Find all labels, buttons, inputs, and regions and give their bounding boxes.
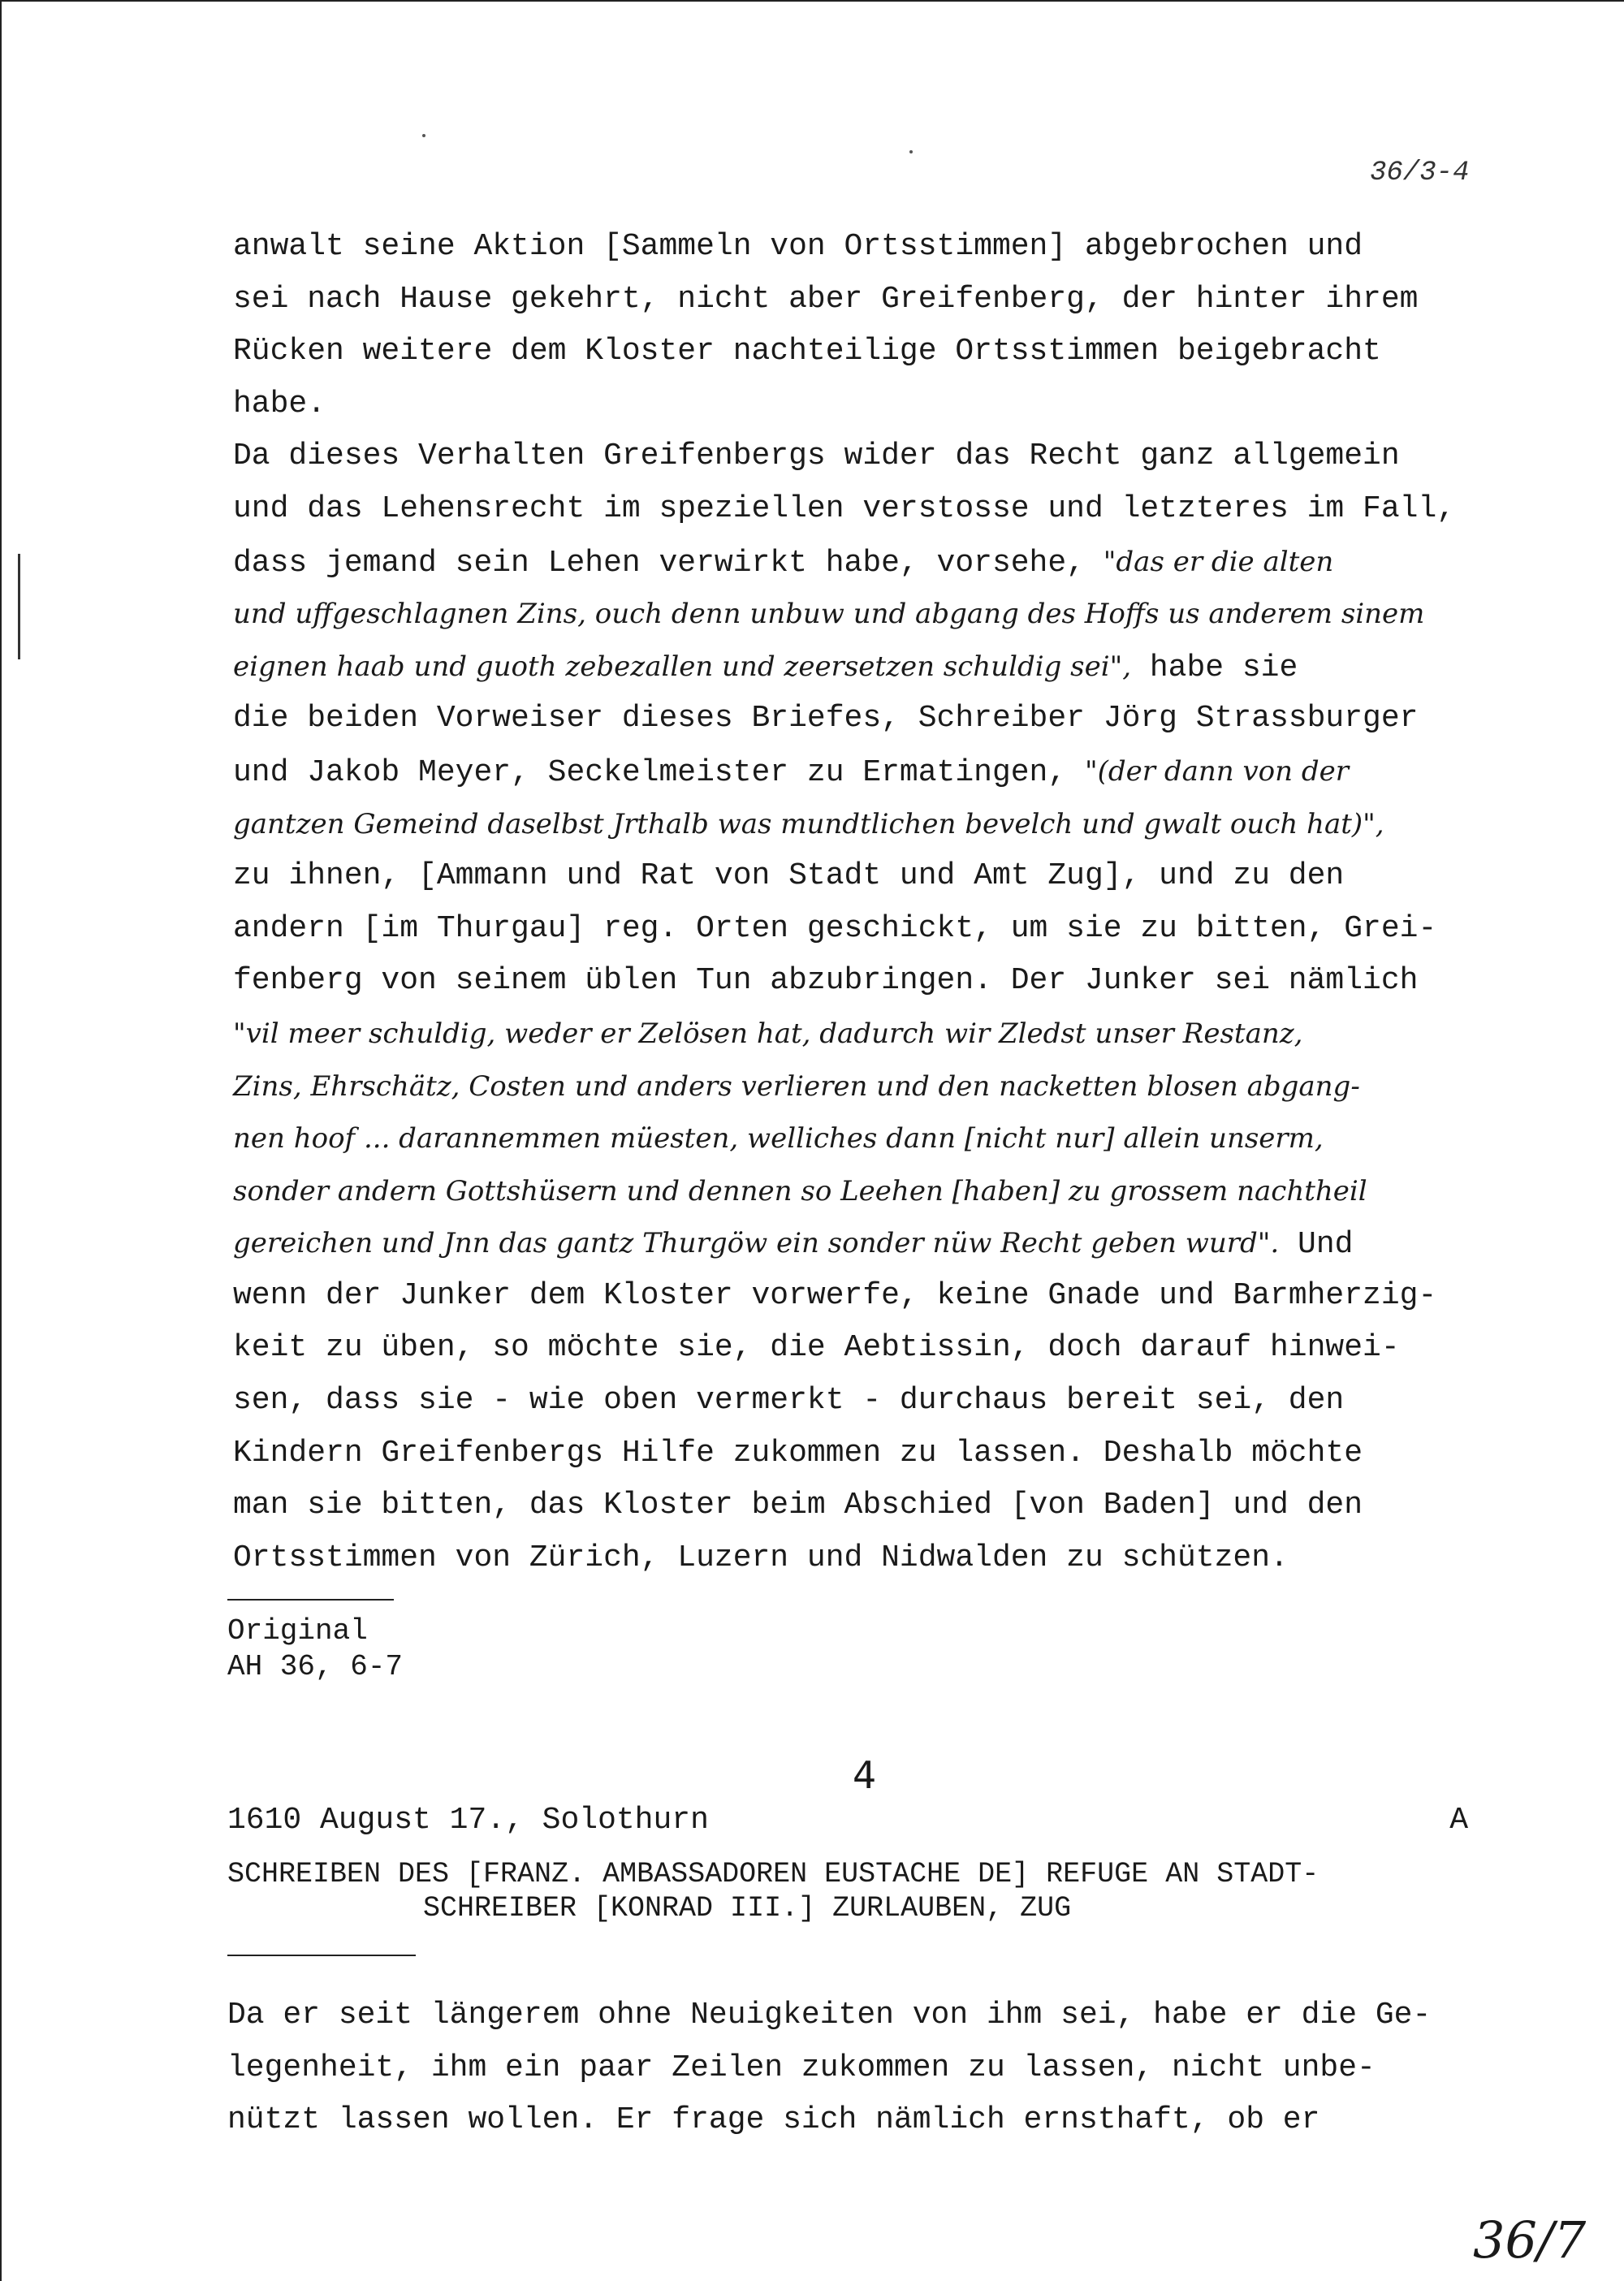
quoted-source-text: sonder andern Gottshüsern und dennen so Leehen [haben] zu grossem nachtheil [233,1174,1367,1207]
text-line [233,903,1548,956]
quoted-source-text: "vil meer schuldig, weder er Zelösen hat, dadurch wir Zledst unser Restanz, [233,1017,1303,1050]
summary-text: dass jemand sein Lehen verwirkt habe, vorsehe, [233,545,1104,581]
text-line [233,745,1548,798]
text-line [233,588,1548,641]
text-line [233,1428,1548,1480]
quoted-source-text: "das er die alten [1103,545,1334,578]
summary-text: zu ihnen, [Ammann und Rat von Stadt und Amt Zug], und zu den [233,858,1345,894]
source-note [227,1614,403,1685]
text-line [233,1322,1548,1375]
paper-speck [909,150,913,153]
text-line [233,641,1548,693]
text-line [233,693,1548,745]
quoted-source-text: nen hoof ... darannemmen müesten, welliches dann [nicht nur] allein unserm, [233,1122,1324,1156]
summary-text: sei nach Hause gekehrt, nicht aber Greifenberg, der hinter ihrem [233,281,1419,317]
text-line [233,483,1548,536]
summary-text: fenberg von seinem üblen Tun abzubringen. Der Junker sei nämlich [233,963,1419,999]
quoted-source-text: gereichen und Jnn das gantz Thurgöw ein sonder nüw Recht geben wurd". [233,1227,1280,1260]
summary-text: wenn der Junker dem Kloster vorwerfe, keine Gnade und Barmherzig- [233,1277,1437,1313]
text-line [233,1165,1548,1218]
text-line [233,536,1548,589]
summary-text: anwalt seine Aktion [Sammeln von Ortsstimmen] abgebrochen und [233,229,1363,264]
margin-mark [6,554,20,659]
source-separator-rule [227,1599,394,1601]
source-signature: AH 36, 6-7 [227,1650,404,1683]
text-line [233,1217,1548,1270]
text-line [233,1480,1548,1532]
title-line-2: SCHREIBER [KONRAD III.] ZURLAUBEN, ZUG [423,1892,1072,1925]
text-line [233,430,1548,483]
summary-text: die beiden Vorweiser dieses Briefes, Schreiber Jörg Strassburger [233,701,1419,737]
summary-text: Kindern Greifenbergs Hilfe zukommen zu lassen. Deshalb möchte [233,1435,1363,1471]
main-text-block [233,221,1548,1584]
summary-text: andern [im Thurgau] reg. Orten geschickt, um sie zu bitten, Grei- [233,910,1437,946]
text-line [233,850,1548,903]
text-line [233,221,1548,274]
summary-text: sen, dass sie - wie oben vermerkt - durchaus bereit sei, den [233,1383,1345,1419]
summary-text: man sie bitten, das Kloster beim Abschied [von Baden] und den [233,1488,1363,1523]
quoted-source-text: Zins, Ehrschätz, Costen und anders verlieren und den nacketten blosen abgang- [233,1069,1360,1103]
title-line-1: SCHREIBEN DES [FRANZ. AMBASSADOREN EUSTACHE DE] REFUGE AN STADT- [227,1858,1320,1890]
quoted-source-text: "(der dann von der [1084,754,1349,788]
text-line [233,955,1548,1008]
handwritten-archive-number: 36/7 [1473,2210,1587,2270]
summary-text: keit zu üben, so möchte sie, die Aebtissin, doch darauf hinwei- [233,1330,1400,1366]
quoted-source-text: und uffgeschlagnen Zins, ouch denn unbuw und abgang des Hoffs us anderem sinem [233,598,1425,631]
document-category: A [1449,1803,1468,1838]
summary-text: Rücken weitere dem Kloster nachteilige Ortsstimmen beigebracht [233,334,1381,369]
text-line [233,274,1548,326]
text-line [233,1532,1548,1585]
summary-text: habe. [233,386,326,421]
text-line [233,326,1548,378]
text-line [233,378,1548,431]
page-reference: 36/3-4 [1370,158,1470,188]
document-title [227,1857,1319,1925]
text-line: legenheit, ihm ein paar Zeilen zukommen zu lassen, nicht unbe- [227,2050,1376,2085]
quoted-source-text: gantzen Gemeind daselbst Jrthalb was mundtlichen bevelch und gwalt ouch hat)", [233,807,1384,840]
summary-text: und Jakob Meyer, Seckelmeister zu Ermatingen, [233,754,1085,790]
dateline [227,1803,1468,1838]
summary-text: und das Lehensrecht im speziellen verstosse und letzteres im Fall, [233,490,1456,526]
source-type: Original [227,1614,368,1648]
date-place: 1610 August 17., Solothurn [227,1803,709,1838]
text-line [233,1008,1548,1061]
text-line [233,798,1548,851]
title-separator-rule [227,1955,416,1956]
quoted-source-text: eignen haab und guoth zebezallen und zeersetzen schuldig sei", [233,650,1132,683]
summary-text: Und [1279,1227,1354,1263]
text-line [233,1270,1548,1323]
document-number: 4 [853,1753,877,1797]
text-line: nützt lassen wollen. Er frage sich nämlich ernsthaft, ob er [227,2102,1320,2138]
text-line [233,1061,1548,1113]
text-line [233,1112,1548,1165]
text-line: Da er seit längerem ohne Neuigkeiten von ihm sei, habe er die Ge- [227,1998,1432,2033]
summary-text-block [227,1989,1431,2147]
text-line [233,1375,1548,1428]
summary-text: Da dieses Verhalten Greifenbergs wider das Recht ganz allgemein [233,438,1400,474]
paper-speck [422,134,425,137]
summary-text: Ortsstimmen von Zürich, Luzern und Nidwalden zu schützen. [233,1540,1289,1575]
summary-text: habe sie [1131,650,1298,685]
